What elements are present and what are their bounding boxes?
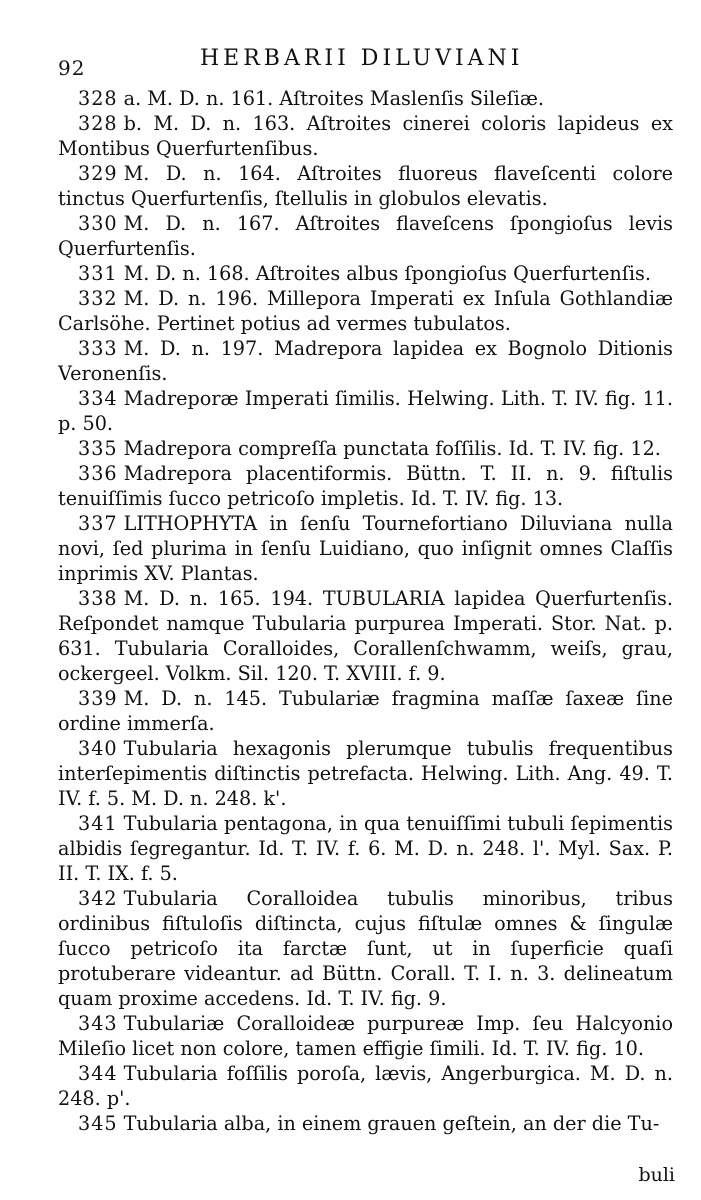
page-header [0, 38, 701, 78]
entry [58, 811, 673, 886]
entry [58, 286, 673, 336]
entry-number: 328 [78, 112, 118, 135]
entry-text: M. D. n. 145. Tubulariæ fragmina maſſæ ſaxeæ ſine ordine immerſa. [58, 687, 673, 735]
entry-text: LITHOPHYTA in ſenſu Tournefortiano Diluviana nulla novi, ſed plurima in ſenſu Luidiano, quo inſignit omnes Claſſis inprimis XV. Plantas. [58, 512, 673, 585]
entry [58, 436, 673, 461]
page-number: 92 [58, 56, 86, 80]
entry-text: M. D. n. 196. Millepora Imperati ex Inſula Gothlandiæ Carlsöhe. Pertinet potius ad vermes tubulatos. [58, 287, 673, 335]
entry-number: 340 [78, 737, 118, 760]
entry [58, 386, 673, 436]
entry [58, 86, 673, 111]
entry [58, 461, 673, 511]
entry [58, 736, 673, 811]
entry-number: 345 [78, 1112, 118, 1135]
entry [58, 261, 673, 286]
entry-number: 342 [78, 887, 118, 910]
entry [58, 336, 673, 386]
running-head: HERBARII DILUVIANI [200, 46, 524, 71]
entry-list [58, 86, 673, 1136]
entry-number: 331 [78, 262, 118, 285]
entry-text: Tubularia hexagonis plerumque tubulis frequentibus interſepimentis diſtinctis petrefacta. Helwing. Lith. Ang. 49. T. IV. f. 5. M. D. n. 248. k'. [58, 737, 673, 810]
entry [58, 1061, 673, 1111]
entry-text: M. D. n. 167. Aſtroites flaveſcens ſpongioſus levis Querfurtenſis. [58, 212, 673, 260]
entry-number: 339 [78, 687, 118, 710]
entry-number: 344 [78, 1062, 118, 1085]
entry-text: Tubularia alba, in einem grauen geſtein, an der die Tu- [123, 1112, 660, 1135]
entry [58, 886, 673, 1011]
entry [58, 686, 673, 736]
entry [58, 211, 673, 261]
entry-number: 336 [78, 462, 118, 485]
catchword: buli [638, 1164, 675, 1186]
entry-text: a. M. D. n. 161. Aſtroites Maslenſis Sileſiæ. [123, 87, 545, 110]
entry-number: 341 [78, 812, 118, 835]
entry-text: M. D. n. 168. Aſtroites albus ſpongioſus Querfurtenſis. [123, 262, 651, 285]
entry-text: Madrepora compreſſa punctata foſſilis. Id. T. IV. fig. 12. [123, 437, 661, 460]
entry-text: Tubularia Coralloidea tubulis minoribus, tribus ordinibus fiſtuloſis diſtincta, cujus fiſtulæ omnes & ſingulæ ſucco petricoſo ita farctæ ſunt, ut in ſuperficie quaſi protuberare videantur. ad Büttn. Corall. T. I. n. 3. delineatum quam proxime accedens. Id. T. IV. fig. 9. [58, 887, 673, 1010]
entry [58, 111, 673, 161]
entry-text: M. D. n. 164. Aſtroites fluoreus flaveſcenti colore tinctus Querfurtenſis, ſtellulis in globulos elevatis. [58, 162, 673, 210]
entry-text: Tubularia foſſilis poroſa, lævis, Angerburgica. M. D. n. 248. p'. [58, 1062, 673, 1110]
entry-text: Madrepora placentiformis. Büttn. T. II. n. 9. fiſtulis tenuiſſimis ſucco petricoſo impletis. Id. T. IV. fig. 13. [58, 462, 673, 510]
entry-number: 333 [78, 337, 118, 360]
entry-number: 329 [78, 162, 118, 185]
entry-number: 335 [78, 437, 118, 460]
entry-number: 332 [78, 287, 118, 310]
entry-text: Tubulariæ Coralloideæ purpureæ Imp. ſeu Halcyonio Mileſio licet non colore, tamen effigie ſimili. Id. T. IV. fig. 10. [58, 1012, 673, 1060]
entry-text: b. M. D. n. 163. Aſtroites cinerei coloris lapideus ex Montibus Querfurtenſibus. [58, 112, 673, 160]
entry-number: 330 [78, 212, 118, 235]
entry [58, 1011, 673, 1061]
entry-text: M. D. n. 197. Madrepora lapidea ex Bognolo Ditionis Veronenſis. [58, 337, 673, 385]
entry-text: Tubularia pentagona, in qua tenuiſſimi tubuli ſepimentis albidis ſegregantur. Id. T. IV. f. 6. M. D. n. 248. l'. Myl. Sax. P. II. T. IX. f. 5. [58, 812, 673, 885]
entry-number: 334 [78, 387, 118, 410]
entry-text: M. D. n. 165. 194. TUBULARIA lapidea Querfurtenſis. Reſpondet namque Tubularia purpurea Imperati. Stor. Nat. p. 631. Tubularia Coralloides, Corallenſchwamm, weiſs, grau, ockergeel. Volkm. Sil. 120. T. XVIII. f. 9. [58, 587, 673, 685]
entry-number: 343 [78, 1012, 118, 1035]
entry-number: 338 [78, 587, 118, 610]
entry [58, 1111, 673, 1136]
entry-text: Madreporæ Imperati ſimilis. Helwing. Lith. T. IV. fig. 11. p. 50. [58, 387, 673, 435]
entry [58, 161, 673, 211]
entry-number: 337 [78, 512, 118, 535]
entry [58, 586, 673, 686]
entry [58, 511, 673, 586]
entry-number: 328 [78, 87, 118, 110]
